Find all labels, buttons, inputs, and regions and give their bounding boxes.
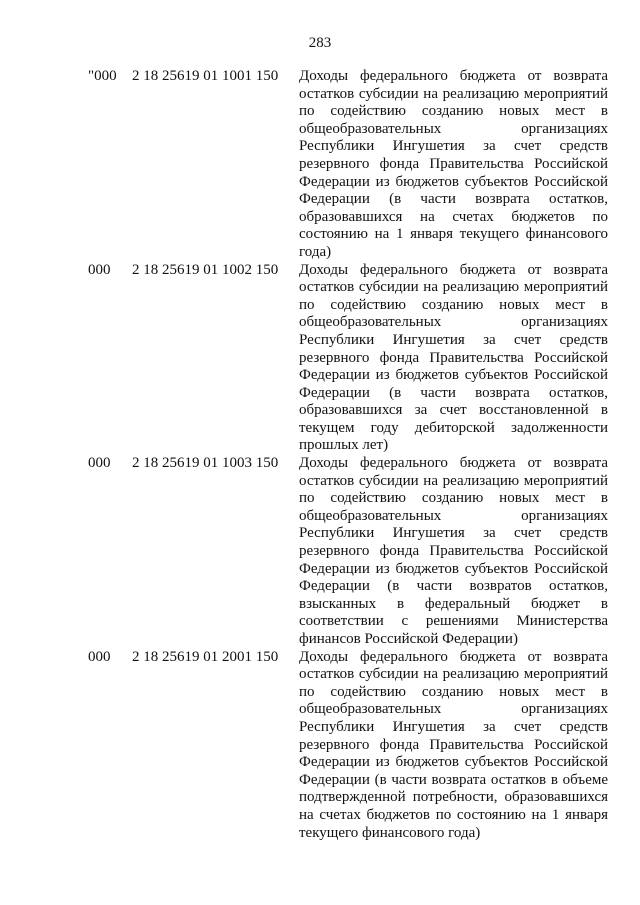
description-line: по содействию созданию новых мест в xyxy=(299,683,608,700)
description-line: Федерации (в части возвратов остатков, xyxy=(299,578,608,595)
description-line: Республики Ингушетия за счет средств xyxy=(299,718,608,735)
description-line: Доходы федерального бюджета от возврата xyxy=(299,648,608,665)
description-line: Республики Ингушетия за счет средств xyxy=(299,138,608,155)
description-line: Доходы федерального бюджета от возврата xyxy=(299,261,608,278)
description-line: резервного фонда Правительства Российской xyxy=(299,155,608,172)
budget-code-table xyxy=(0,68,640,842)
description-line: Федерации из бюджетов субъектов Российской xyxy=(299,560,608,577)
table-row xyxy=(0,262,640,456)
description xyxy=(299,649,608,843)
description-line: общеобразовательных организациях xyxy=(299,120,608,137)
description-line: Доходы федерального бюджета от возврата xyxy=(299,68,608,84)
description-line: Республики Ингушетия за счет средств xyxy=(299,525,608,542)
description-line: Республики Ингушетия за счет средств xyxy=(299,331,608,348)
description xyxy=(299,68,608,262)
description-line: Доходы федерального бюджета от возврата xyxy=(299,455,608,472)
page-number: 283 xyxy=(308,35,332,51)
description-line: текущем году дебиторской задолженности xyxy=(299,419,608,436)
description-line: остатков субсидии на реализацию мероприятий xyxy=(299,472,608,489)
description-line: по содействию созданию новых мест в xyxy=(299,103,608,120)
budget-code: 2 18 25619 01 2001 150 xyxy=(132,648,279,665)
description-line: состоянию на 1 января текущего финансового xyxy=(299,226,608,243)
description-line: остатков субсидии на реализацию мероприятий xyxy=(299,85,608,102)
description-line: Федерации (в части возврата остатков, xyxy=(299,191,608,208)
admin-code: "000 xyxy=(88,68,117,84)
description-line: остатков субсидии на реализацию мероприятий xyxy=(299,279,608,296)
description-line: образовавшихся на счетах бюджетов по xyxy=(299,208,608,225)
description-line: резервного фонда Правительства Российской xyxy=(299,349,608,366)
description-line: Федерации из бюджетов субъектов Российской xyxy=(299,173,608,190)
budget-code: 2 18 25619 01 1003 150 xyxy=(132,455,279,472)
description-line: года) xyxy=(299,243,332,260)
table-row xyxy=(0,649,640,843)
table-row xyxy=(0,68,640,262)
description-line: по содействию созданию новых мест в xyxy=(299,490,608,507)
admin-code: 000 xyxy=(88,455,111,472)
description-line: по содействию созданию новых мест в xyxy=(299,296,608,313)
table-row xyxy=(0,455,640,649)
budget-code: 2 18 25619 01 1002 150 xyxy=(132,261,279,278)
description-line: образовавшихся за счет восстановленной в xyxy=(299,402,608,419)
description-line: остатков субсидии на реализацию мероприятий xyxy=(299,666,608,683)
description-line: Федерации (в части возврата остатков, xyxy=(299,384,608,401)
description-line: общеобразовательных организациях xyxy=(299,701,608,718)
budget-code: 2 18 25619 01 1001 150 xyxy=(132,68,279,84)
admin-code: 000 xyxy=(88,261,111,278)
description-line: прошлых лет) xyxy=(299,437,389,454)
description-line: на счетах бюджетов по состоянию на 1 января xyxy=(299,806,608,823)
description-line: подтвержденной потребности, образовавшихся xyxy=(299,789,608,806)
description-line: соответствии с решениями Министерства xyxy=(299,613,608,630)
admin-code: 000 xyxy=(88,648,111,665)
description-line: Федерации (в части возврата остатков в объеме xyxy=(299,771,608,788)
description-line: общеобразовательных организациях xyxy=(299,507,608,524)
description-line: Федерации из бюджетов субъектов Российской xyxy=(299,367,608,384)
description xyxy=(299,262,608,456)
description-line: текущего финансового года) xyxy=(299,824,481,841)
description-line: взысканных в федеральный бюджет в xyxy=(299,595,608,612)
description-line: резервного фонда Правительства Российской xyxy=(299,543,608,560)
description-line: Федерации из бюджетов субъектов Российской xyxy=(299,754,608,771)
description xyxy=(299,455,608,649)
description-line: общеобразовательных организациях xyxy=(299,314,608,331)
description-line: финансов Российской Федерации) xyxy=(299,631,518,647)
description-line: резервного фонда Правительства Российской xyxy=(299,736,608,753)
